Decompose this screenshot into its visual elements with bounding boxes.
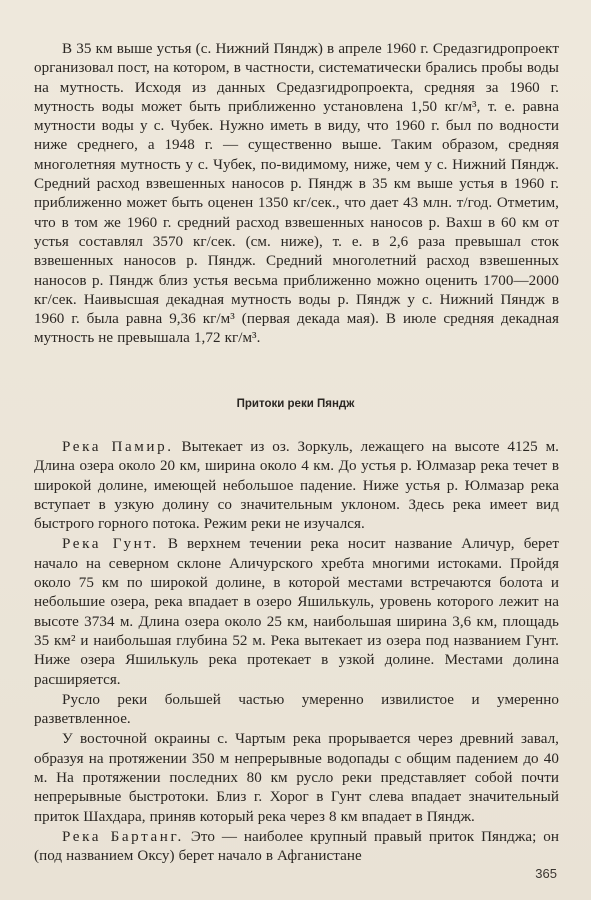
gunt-waterfalls-paragraph: У восточной окраины с. Чартым река прорывается через древний завал, образуя на протяжении 350 м непрерывные водопады с общим падением до 40 м. На протяжении последних 80 км русло реки представляет собой почти непрерывные быстротоки. Близ г. Хорог в Гунт слева впадает значительный приток Шахдара, приняв который река через 8 км впадает в Пяндж. bbox=[34, 731, 559, 825]
intro-paragraph: В 35 км выше устья (с. Нижний Пяндж) в апреле 1960 г. Средазгидропроект организовал пост, на котором, в частности, систематически брались пробы воды на мутность. Исходя из данных Средазгидропроекта, средняя за 1960 г. мутность воды может быть приближенно установлена 1,50 кг/м³, т. е. равна мутности воды у с. Чубек. Нужно иметь в виду, что 1960 г. был по водности ниже среднего, а 1948 г. — существенно выше. Таким образом, средняя многолетняя мутность у с. Чубек, по-видимому, ниже, чем у с. Нижний Пяндж. Средний расход взвешенных наносов р. Пяндж в 35 км выше устья в 1960 г. приближенно может быть оценен 1350 кг/сек., что дает 43 млн. т/год. Отметим, что в том же 1960 г. средний расход взвешенных наносов р. Вахш в 60 км от устья составлял 3570 кг/сек. (см. ниже), т. е. в 2,6 раза превышал сток взвешенных наносов р. Пяндж. Средний многолетний расход взвешенных наносов р. Пяндж близ устья весьма приближенно можно оценить 1700—2000 кг/сек. Наивысшая декадная мутность воды р. Пяндж у с. Нижний Пяндж в 1960 г. была равна 9,36 кг/м³ (первая декада мая). В июле средняя декадная мутность не превышала 1,72 кг/м³. bbox=[34, 41, 559, 347]
pamir-river-name: Река Памир. bbox=[62, 439, 174, 455]
page-number: 365 bbox=[535, 866, 557, 881]
gunt-channel-paragraph: Русло реки большей частью умеренно извилистое и умеренно разветвленное. bbox=[34, 691, 559, 728]
tributaries-section bbox=[34, 438, 559, 867]
section-heading: Притоки реки Пяндж bbox=[236, 398, 355, 410]
pamir-description: Вытекает из оз. Зоркуль, лежащего на высоте 4125 м. Длина озера около 20 км, ширина около 4 км. До устья р. Юлмазар река течет в широкой долине, имеющей небольшое падение. Ниже устья р. Юлмазар река вступает в узкую долину со значительным уклоном. Здесь река имеет вид быстрого горного потока. Режим реки не изучался. bbox=[34, 439, 560, 533]
gunt-paragraph bbox=[34, 535, 559, 689]
gunt-river-name: Река Гунт. bbox=[62, 536, 159, 553]
bartang-river-name: Река Бартанг. bbox=[62, 828, 184, 845]
bartang-paragraph bbox=[34, 828, 559, 867]
intro-section bbox=[34, 40, 559, 349]
gunt-description: В верхнем течении река носит название Аличур, берет начало на северном склоне Аличурского хребта многими истоками. Пройдя около 75 км по широкой долине, в которой местами встречаются болота и небольшие озера, река впадает в озеро Яшилькуль, уровень которого лежит на высоте 3734 м. Длина озера около 25 км, наибольшая ширина 3,6 км, площадь 35 км² и наибольшая глубина 52 м. Река вытекает из озера под названием Гунт. Ниже озера Яшилькуль река протекает в узкой долине. Местами долина расширяется. bbox=[34, 536, 559, 688]
bartang-description: Это — наиболее крупный правый приток Пянджа; он (под названием Оксу) берет начало в Афганистане bbox=[34, 828, 559, 865]
pamir-paragraph bbox=[34, 438, 559, 534]
